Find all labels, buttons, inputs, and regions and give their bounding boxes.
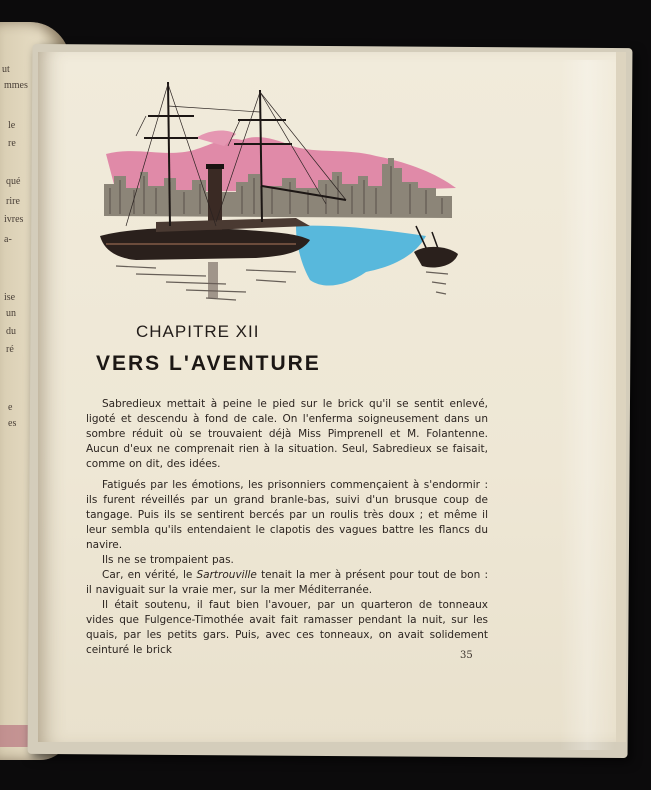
left-page-fragment: e — [8, 402, 13, 413]
left-page-fragment: ut — [2, 64, 10, 75]
paragraph-text: Sabredieux mettait à peine le pied sur le brick qu'il se sentit enlevé, ligoté et descendu à fond de cale. On l'enferma soigneusement dans un sombre réduit où se trouvaient déjà Miss Pimprenell et M. Folantenne. Aucun d'eux ne comprenait rien à la situation. Seul, Sabredieux se faisait, comme on dit, des idées. — [86, 398, 488, 470]
paragraph-text: Ils ne se trompaient pas. — [102, 554, 234, 566]
chapter-label: CHAPITRE XII — [136, 322, 260, 341]
paragraph-text: Car, en vérité, le — [102, 569, 197, 581]
left-page-fragment: rire — [6, 196, 20, 207]
funnel-cap — [206, 164, 224, 169]
water-blue-wash — [296, 226, 426, 286]
paragraph-text: Il était soutenu, il faut bien l'avouer, par un quarteron de tonneaux vides que Fulgence-Timothée avait fait ramasser pendant la nuit, sur les quais, par les petits gars. Puis, avec ces tonneaux, on avait solidement ceinturé le brick — [86, 599, 488, 656]
ship-name: Sartrouville — [196, 569, 257, 581]
left-page-fragment: le — [8, 120, 16, 131]
paragraph-text: Fatigués par les émotions, les prisonniers commençaient à s'endormir : ils furent réveillés par un grand branle-bas, suivi d'un brusque coup de tangage. Puis ils se sentirent bercés par un roulis très doux ; et même il leur sembla qu'ils entendaient le clapotis des vagues battre les flancs du navire. — [86, 479, 488, 551]
chapter-title: VERS L'AVENTURE — [96, 352, 321, 375]
paragraph — [86, 598, 488, 658]
left-page-fragment: ré — [6, 344, 14, 355]
paragraph-text: tenait la mer à présent pour tout de bon : il naviguait sur la vraie mer, sur la mer Méditerranée. — [86, 569, 488, 596]
paragraph — [86, 568, 488, 598]
paragraph — [86, 553, 488, 568]
left-page-fragment: ise — [4, 292, 16, 303]
left-page-fragment: es — [8, 418, 17, 429]
funnel-reflection — [208, 262, 218, 298]
water-reflections — [116, 266, 448, 300]
harbor-illustration — [96, 76, 472, 308]
ship-funnel — [208, 164, 222, 230]
left-page-fragment: a- — [4, 234, 12, 245]
left-page-fragment: qué — [6, 176, 21, 187]
paragraph — [86, 397, 488, 472]
left-page-fragment: mmes — [4, 80, 28, 91]
paragraph — [86, 478, 488, 553]
left-page-fragment: du — [6, 326, 16, 337]
left-page-fragment: un — [6, 308, 16, 319]
left-page-fragment: re — [8, 138, 16, 149]
small-boat — [414, 247, 458, 268]
page-number: 35 — [460, 650, 473, 661]
body-text — [86, 397, 488, 658]
left-page-fragment: ivres — [4, 214, 24, 225]
